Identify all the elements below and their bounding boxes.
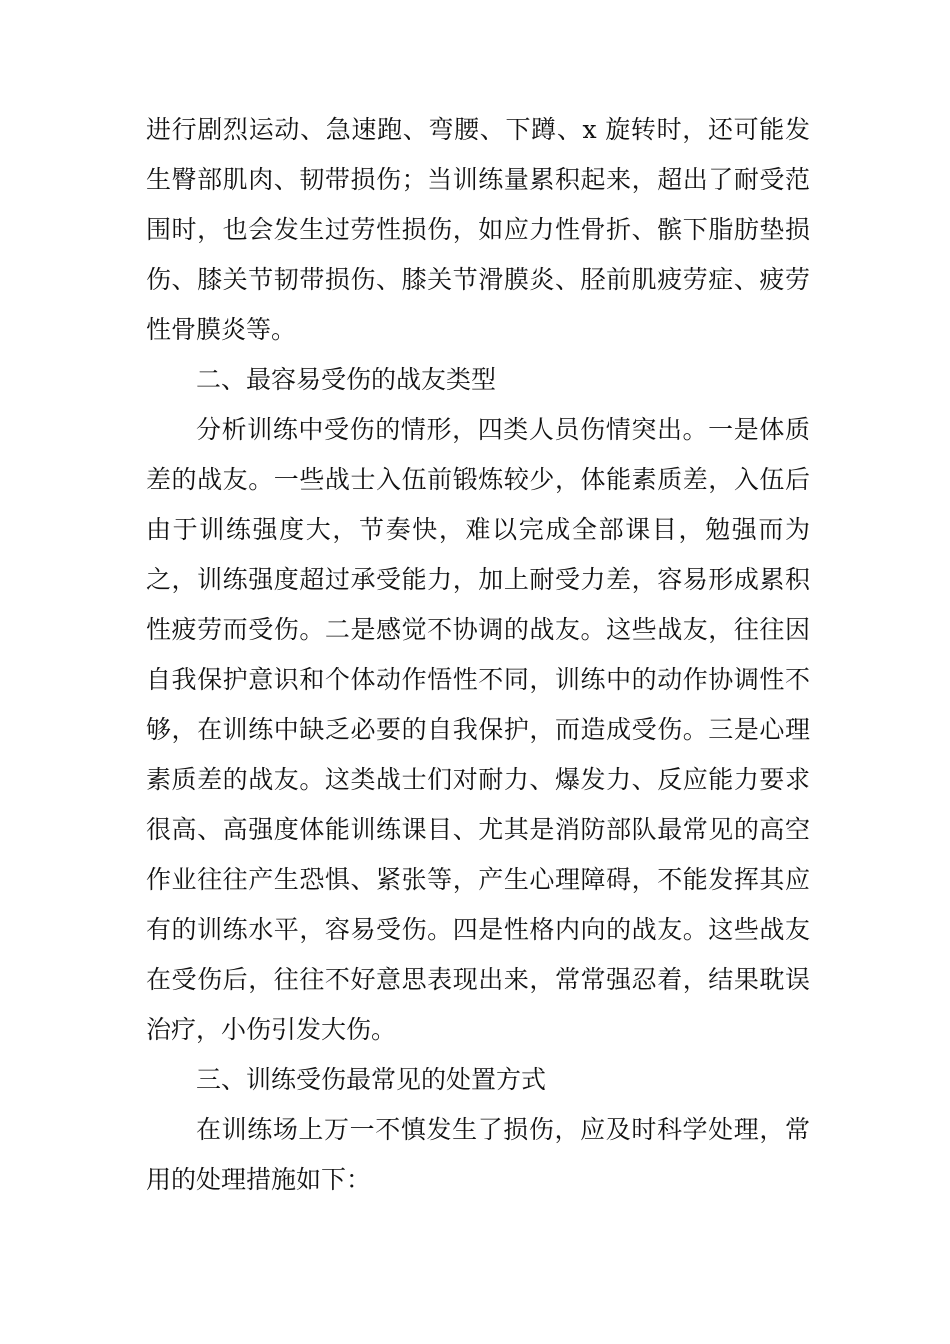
section-heading-3: 三、训练受伤最常见的处置方式 [196, 1065, 547, 1094]
paragraph-injury-types: 进行剧烈运动、急速跑、弯腰、下蹲、x 旋转时，还可能发生臀部肌肉、韧带损伤；当训练量累积起来，超出了耐受范围时，也会发生过劳性损伤，如应力性骨折、髌下脂肪垫损伤、膝关节韧带损伤、膝关节滑膜炎、胫前肌疲劳症、疲劳性骨膜炎等。 [146, 115, 810, 344]
paragraph-treatment-intro: 在训练场上万一不慎发生了损伤，应及时科学处理，常用的处理措施如下： [146, 1115, 810, 1194]
document-page [146, 105, 810, 1205]
paragraph-injured-soldier-types: 分析训练中受伤的情形，四类人员伤情突出。一是体质差的战友。一些战士入伍前锻炼较少，体能素质差，入伍后由于训练强度大，节奏快，难以完成全部课目，勉强而为之，训练强度超过承受能力，加上耐受力差，容易形成累积性疲劳而受伤。二是感觉不协调的战友。这些战友，往往因自我保护意识和个体动作悟性不同，训练中的动作协调性不够，在训练中缺乏必要的自我保护，而造成受伤。三是心理素质差的战友。这类战士们对耐力、爆发力、反应能力要求很高、高强度体能训练课目、尤其是消防部队最常见的高空作业往往产生恐惧、紧张等，产生心理障碍，不能发挥其应有的训练水平，容易受伤。四是性格内向的战友。这些战友在受伤后，往往不好意思表现出来，常常强忍着，结果耽误治疗，小伤引发大伤。 [146, 415, 810, 1044]
section-heading-2: 二、最容易受伤的战友类型 [196, 365, 497, 394]
